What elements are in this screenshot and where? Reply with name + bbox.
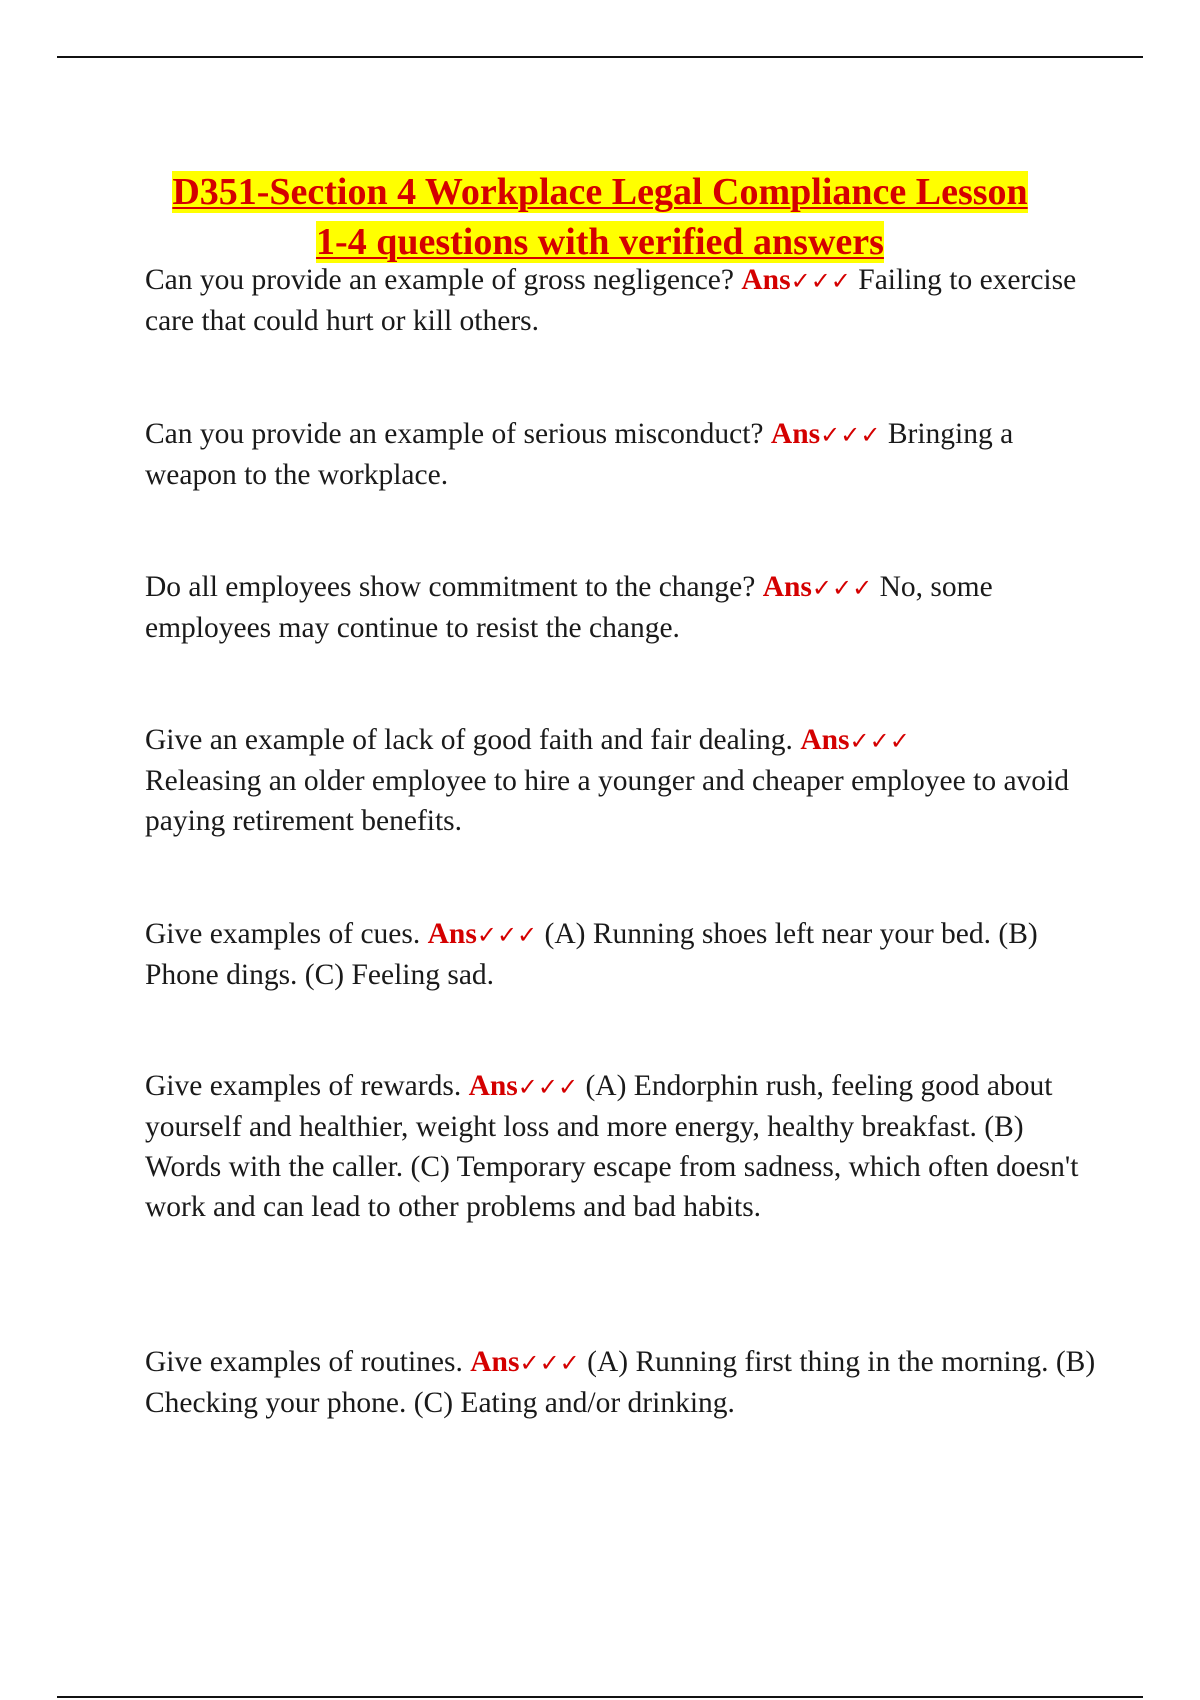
question-text: Give examples of cues. [145, 918, 421, 950]
question-text: Give examples of rewards. [145, 1070, 462, 1102]
checkmark-icon: ✓✓✓ [517, 1073, 579, 1101]
footer-rule [57, 1696, 1143, 1698]
answer-label: Ans [470, 1346, 520, 1378]
answer-label: Ans [427, 918, 477, 950]
answer-text: (A) Running first thing in the morning. (B) Checking your phone. (C) Eating and/or drinking. [145, 1346, 1096, 1419]
answer-label: Ans [770, 418, 821, 450]
answer-label: Ans [762, 571, 812, 603]
answer-text: No, some employees may continue to resist the change. [145, 571, 993, 644]
question-text: Give an example of lack of good faith and fair dealing. [145, 724, 793, 756]
checkmark-icon: ✓✓✓ [811, 574, 873, 602]
checkmark-icon: ✓✓✓ [476, 921, 538, 949]
checkmark-icon: ✓✓✓ [519, 1349, 580, 1377]
checkmark-icon: ✓✓✓ [790, 267, 851, 295]
header-rule [57, 56, 1143, 58]
checkmark-icon: ✓✓✓ [849, 727, 910, 755]
qa-item-1 [145, 260, 1100, 341]
answer-text: Releasing an older employee to hire a younger and cheaper employee to avoid paying retirement benefits. [145, 765, 1069, 837]
answer-text: (A) Endorphin rush, feeling good about yourself and healthier, weight loss and more energy, healthy breakfast. (B) Words with the caller. (C) Temporary escape from sadness, which often doesn't work and can lead to other problems and bad habits. [145, 1070, 1079, 1223]
qa-item-6 [145, 1066, 1100, 1227]
checkmark-icon: ✓✓✓ [820, 421, 881, 449]
qa-item-2 [145, 414, 1100, 495]
qa-item-4 [145, 720, 1100, 841]
question-text: Give examples of routines. [145, 1346, 463, 1378]
question-text: Can you provide an example of serious misconduct? [145, 418, 764, 450]
answer-text: Failing to exercise care that could hurt or kill others. [145, 264, 1077, 337]
qa-item-3 [145, 567, 1100, 648]
question-text: Do all employees show commitment to the change? [145, 571, 756, 603]
document-title [100, 167, 1100, 267]
question-text: Can you provide an example of gross negligence? [145, 264, 734, 296]
answer-text: Bringing a weapon to the workplace. [145, 418, 1014, 491]
title-line-2: 1-4 questions with verified answers [316, 221, 884, 264]
answer-text: (A) Running shoes left near your bed. (B) Phone dings. (C) Feeling sad. [145, 918, 1038, 991]
answer-label: Ans [468, 1070, 518, 1102]
qa-item-7 [145, 1342, 1100, 1423]
answer-label: Ans [741, 264, 791, 296]
answer-label: Ans [800, 724, 850, 756]
qa-item-5 [145, 914, 1100, 995]
title-line-1: D351-Section 4 Workplace Legal Compliance Lesson [172, 171, 1028, 214]
